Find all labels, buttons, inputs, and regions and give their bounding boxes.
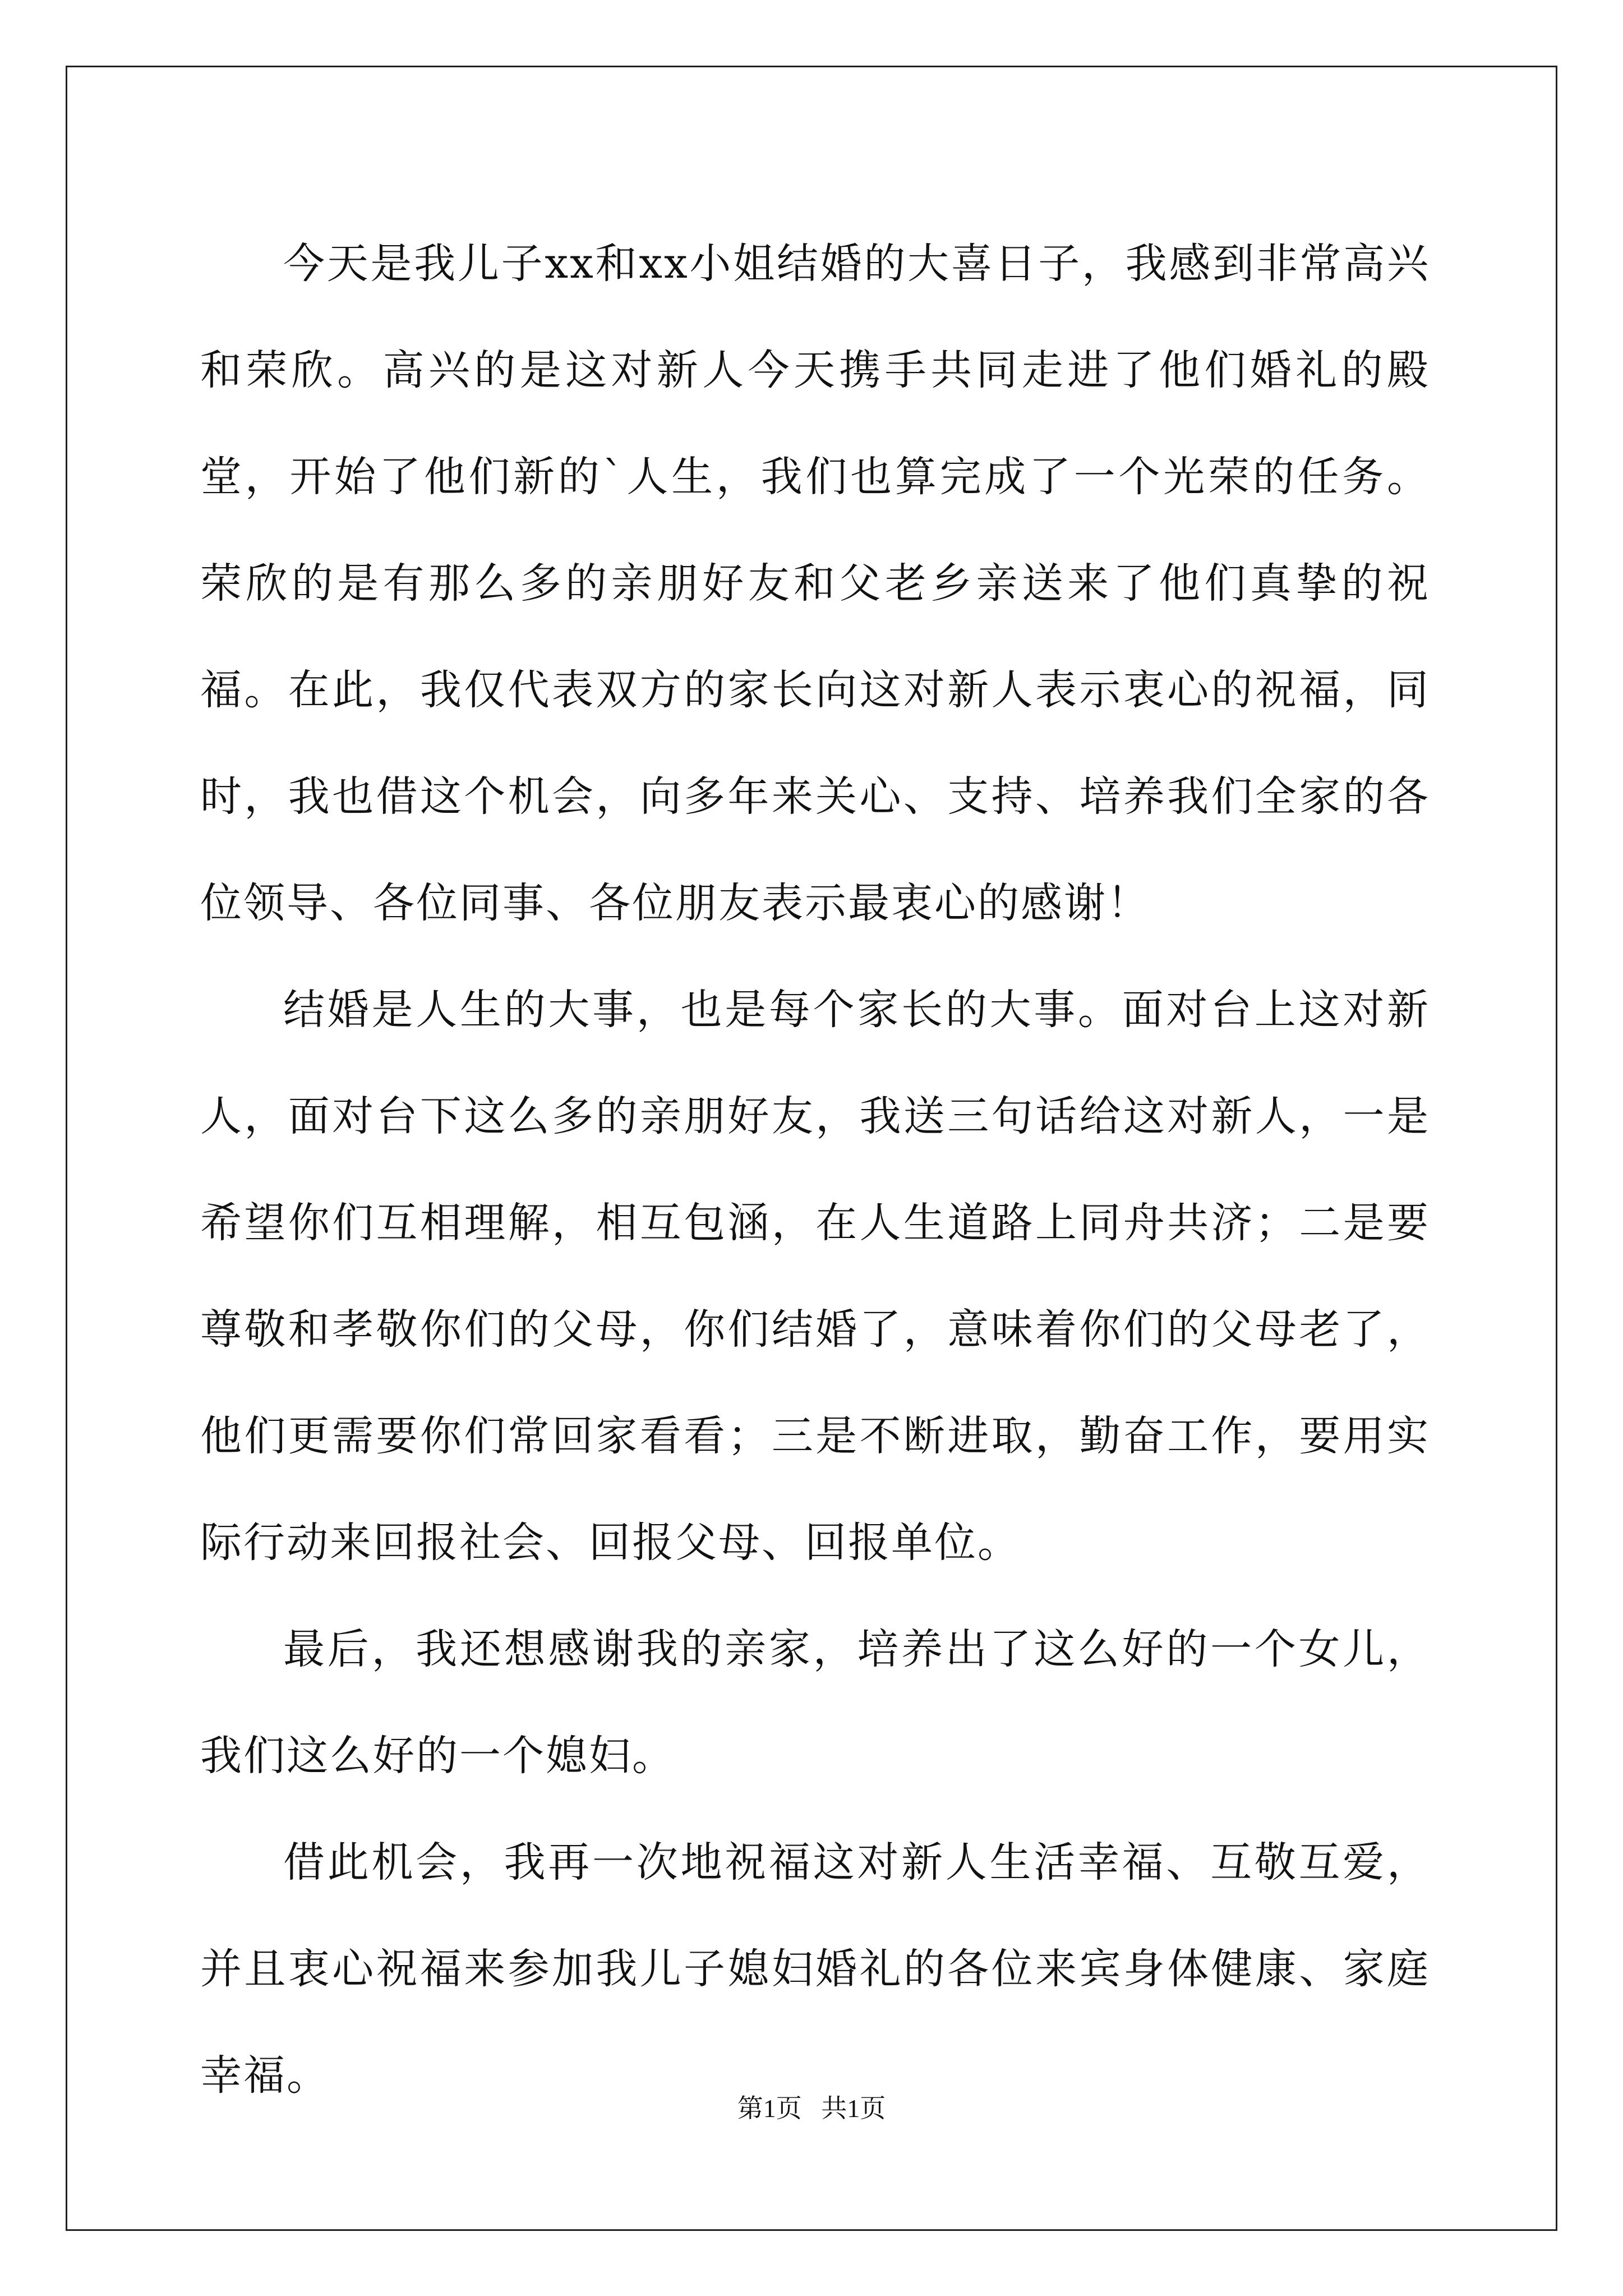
- paragraph-2: 结婚是人生的大事，也是每个家长的大事。面对台上这对新人，面对台下这么多的亲朋好友，我送三句话给这对新人，一是希望你们互相理解，相互包涵，在人生道路上同舟共济；二是要尊敬和孝敬你们的父母，你们结婚了，意味着你们的父母老了，他们更需要你们常回家看看；三是不断进取，勤奋工作，要用实际行动来回报社会、回报父母、回报单位。: [200, 986, 1430, 1567]
- paragraph-3: 最后，我还想感谢我的亲家，培养出了这么好的一个女儿，我们这么好的一个媳妇。: [200, 1625, 1430, 1780]
- paragraph-4: 借此机会，我再一次地祝福这对新人生活幸福、互敬互爱，并且衷心祝福来参加我儿子媳妇婚礼的各位来宾身体健康、家庭幸福。: [200, 1838, 1430, 2100]
- paragraph-1: 今天是我儿子xx和xx小姐结婚的大喜日子，我感到非常高兴和荣欣。高兴的是这对新人今天携手共同走进了他们婚礼的殿堂，开始了他们新的`人生，我们也算完成了一个光荣的任务。荣欣的是有那么多的亲朋好友和父老乡亲送来了他们真挚的祝福。在此，我仅代表双方的家长向这对新人表示衷心的祝福，同时，我也借这个机会，向多年来关心、支持、培养我们全家的各位领导、各位同事、各位朋友表示最衷心的感谢！: [200, 240, 1430, 927]
- document-body: [200, 210, 1430, 2129]
- page-footer: 第1页 共1页: [737, 2094, 886, 2123]
